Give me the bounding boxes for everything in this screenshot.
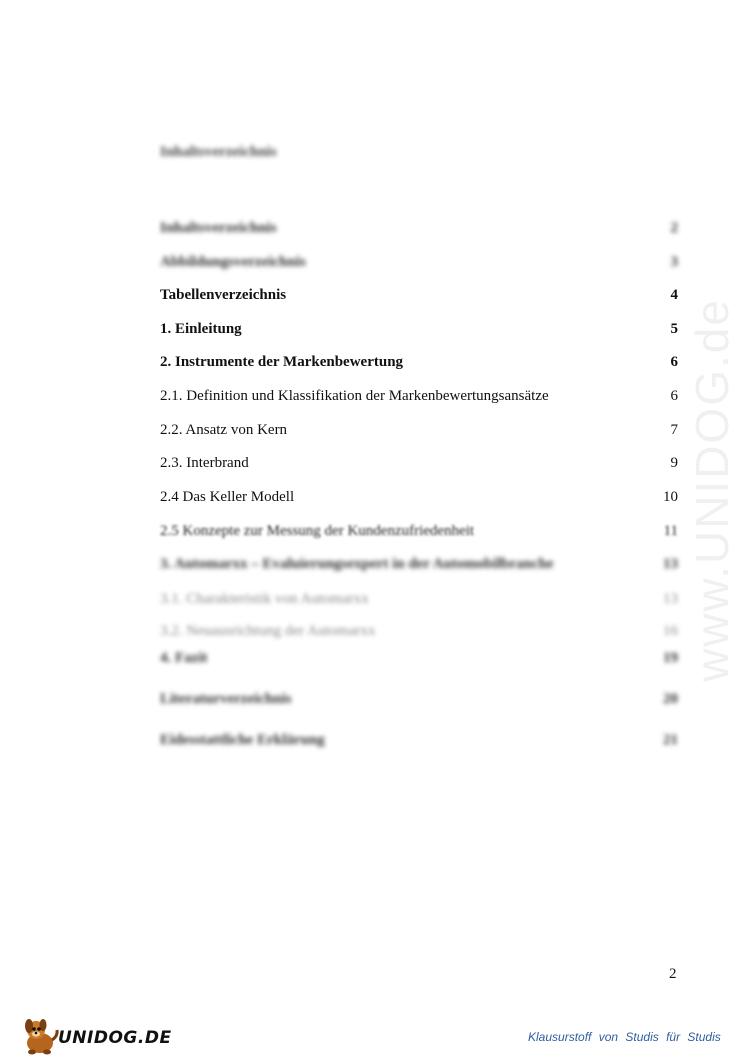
toc-entry (160, 486, 680, 508)
toc-entry (160, 588, 680, 610)
toc-entry (160, 251, 680, 273)
toc-entry-label: 2.2. Ansatz von Kern (160, 422, 288, 438)
toc-entry-page: 21 (663, 732, 678, 748)
toc-entry-page: 4 (670, 287, 678, 303)
logo-text: UNIDOG.DE (58, 1028, 172, 1048)
toc-entry-page: 11 (663, 523, 678, 539)
toc-entry-label: Abbildungsverzeichnis (160, 254, 306, 270)
toc-entry (160, 520, 680, 542)
toc-entry-page: 10 (663, 489, 678, 505)
toc-entry-page: 5 (670, 321, 678, 337)
toc-entry (160, 419, 680, 441)
toc-entry-label: 2. Instrumente der Markenbewertung (160, 354, 404, 370)
toc-entry-page: 19 (663, 650, 678, 666)
toc-entry (160, 553, 680, 575)
toc-entry-label: 2.1. Definition und Klassifikation der Markenbewertungsansätze (160, 388, 549, 404)
tagline: Klausurstoff von Studis für Studis (528, 1030, 721, 1044)
table-of-contents (160, 0, 680, 1060)
toc-entry (160, 729, 680, 751)
toc-entry (160, 620, 680, 642)
toc-entry-page: 7 (670, 422, 678, 438)
toc-entry-label: 3.2. Neuausrichtung der Automarxx (160, 623, 376, 639)
toc-entry-label: Literaturverzeichnis (160, 691, 292, 707)
page-number: 2 (669, 966, 677, 982)
toc-entry-label: 3.1. Charakteristik von Automarxx (160, 591, 369, 607)
unidog-logo[interactable] (22, 1016, 172, 1056)
toc-heading: Inhaltsverzeichnis (160, 144, 277, 160)
toc-entry-label: 2.4 Das Keller Modell (160, 489, 295, 505)
toc-entry-page: 20 (663, 691, 678, 707)
toc-entry-page: 9 (670, 455, 678, 471)
toc-entry (160, 452, 680, 474)
toc-entry (160, 318, 680, 340)
toc-entry-page: 6 (670, 354, 678, 370)
toc-entry-page: 6 (670, 388, 678, 404)
toc-entry-label: 1. Einleitung (160, 321, 242, 337)
toc-entry-label: Inhaltsverzeichnis (160, 220, 277, 236)
watermark: www.UNIDOG.de (686, 298, 738, 682)
toc-entry-page: 3 (670, 254, 678, 270)
toc-entry-page: 16 (663, 623, 678, 639)
toc-entry (160, 688, 680, 710)
toc-entry-label: Tabellenverzeichnis (160, 287, 287, 303)
toc-entry (160, 217, 680, 239)
toc-entry (160, 385, 680, 407)
dog-mascot-icon (22, 1016, 60, 1056)
toc-entry-label: 2.3. Interbrand (160, 455, 249, 471)
toc-entry-page: 2 (670, 220, 678, 236)
toc-entry (160, 351, 680, 373)
toc-entry-label: 2.5 Konzepte zur Messung der Kundenzufriedenheit (160, 523, 475, 539)
toc-entry-label: 3. Automarxx – Evaluierungsexpert in der Automobilbranche (160, 556, 554, 572)
toc-entry-page: 13 (663, 556, 678, 572)
toc-entry-label: Eidesstattliche Erklärung (160, 732, 325, 748)
toc-entry-page: 13 (663, 591, 678, 607)
toc-entry (160, 647, 680, 669)
toc-entry-label: 4. Fazit (160, 650, 208, 666)
toc-entry (160, 284, 680, 306)
